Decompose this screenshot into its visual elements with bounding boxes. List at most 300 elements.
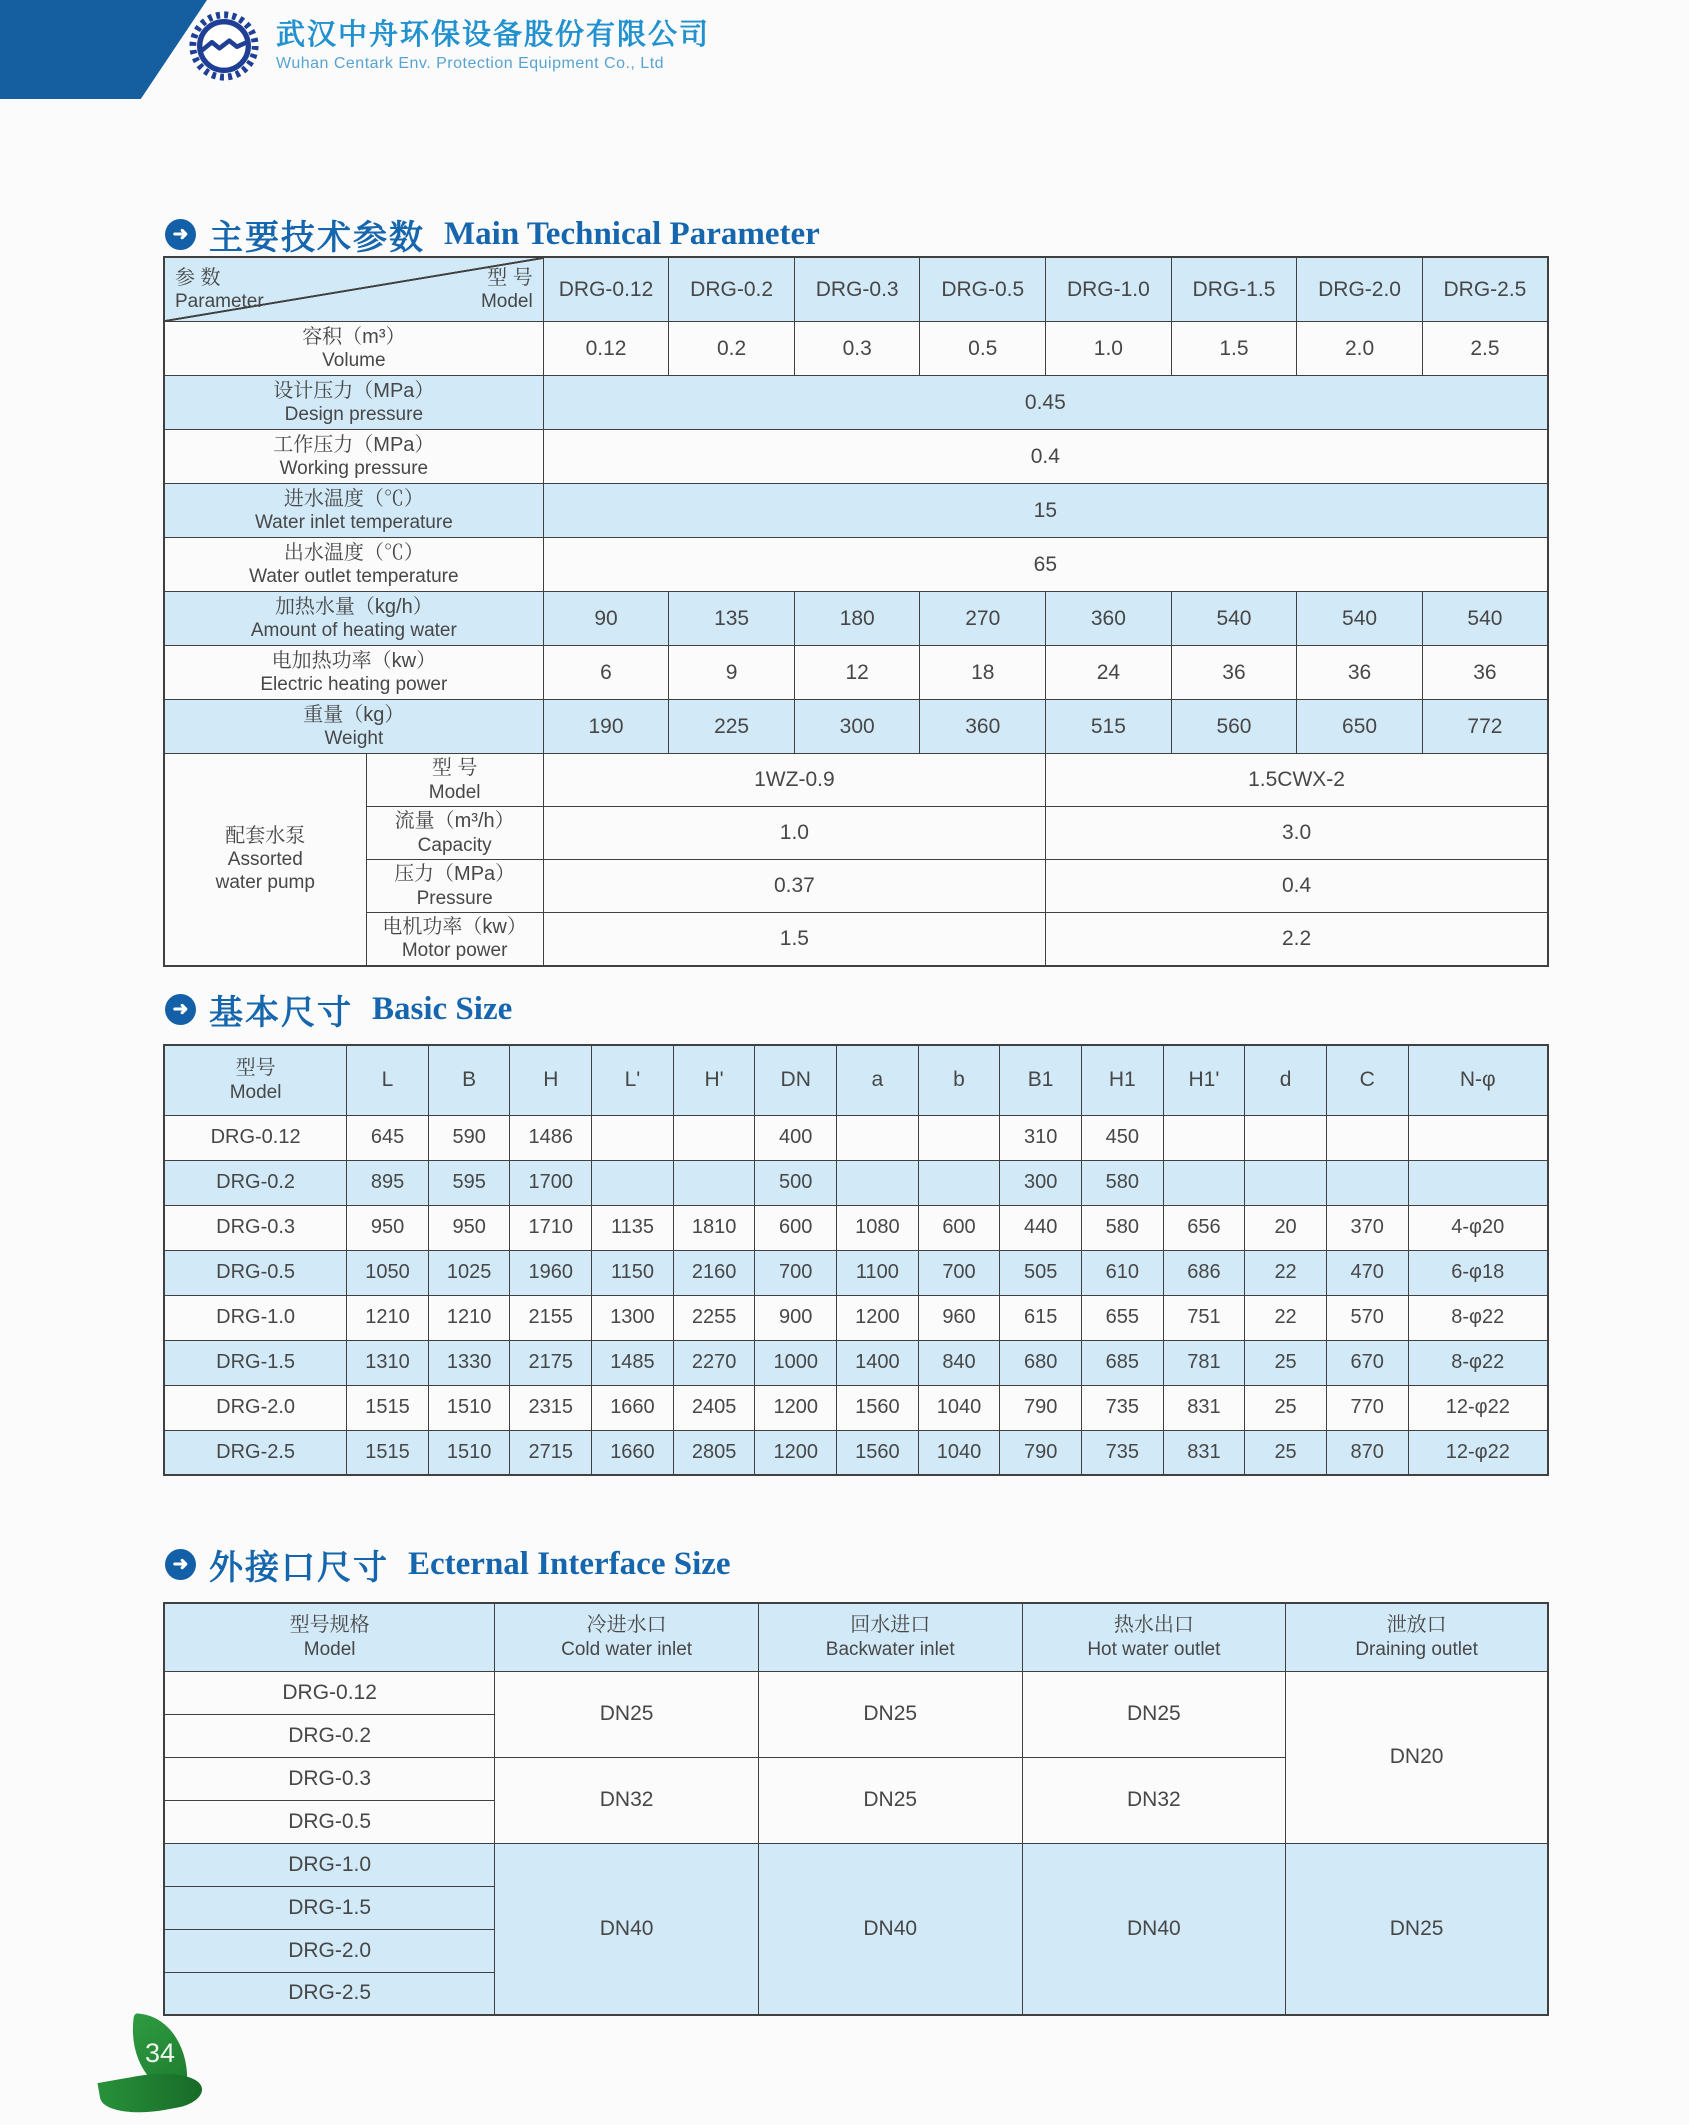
table-cell: 1200	[837, 1295, 919, 1340]
table-cell: 960	[918, 1295, 1000, 1340]
row-label	[366, 913, 543, 966]
table-cell: 2155	[510, 1295, 592, 1340]
row-label-cn: 重量（kg）	[303, 703, 405, 726]
model-header-cell: DRG-2.0	[1297, 257, 1423, 322]
table-cell: 1310	[347, 1340, 429, 1385]
table-cell: 500	[755, 1160, 837, 1205]
table-cell: 831	[1163, 1430, 1245, 1475]
table-cell: 1200	[755, 1385, 837, 1430]
table-cell: 2270	[673, 1340, 755, 1385]
basic-header-cell: d	[1245, 1045, 1327, 1115]
model-cell: DRG-1.0	[164, 1843, 495, 1886]
value-cell: 36	[1171, 646, 1297, 700]
model-cell: DRG-0.2	[164, 1160, 347, 1205]
model-cell: DRG-2.0	[164, 1929, 495, 1972]
table-cell: 670	[1326, 1340, 1408, 1385]
table-cell: 20	[1245, 1205, 1327, 1250]
arrow-bullet-icon: ➜	[165, 994, 196, 1025]
interface-header-cn: 冷进水口	[586, 1614, 667, 1637]
tech-header-row	[164, 257, 1548, 322]
table-row	[164, 1340, 1548, 1385]
table-cell: 2255	[673, 1295, 755, 1340]
table-cell	[837, 1160, 919, 1205]
table-cell: 900	[755, 1295, 837, 1340]
value-cell: 225	[669, 700, 795, 754]
table-cell: 1210	[347, 1295, 429, 1340]
table-cell: 781	[1163, 1340, 1245, 1385]
table-cell: 1660	[592, 1385, 674, 1430]
corner-model-en: Model	[480, 291, 533, 313]
table-cell: 450	[1081, 1115, 1163, 1160]
weight-row	[164, 700, 1548, 754]
hot-outlet-cell: DN32	[1022, 1757, 1286, 1843]
value-cell: 0.2	[669, 322, 795, 376]
row-label-en: Water inlet temperature	[254, 512, 453, 534]
value-cell: 36	[1297, 646, 1423, 700]
value-cell: 515	[1046, 700, 1172, 754]
value-cell: 650	[1297, 700, 1423, 754]
draining-outlet-cell: DN20	[1286, 1671, 1548, 1843]
value-cell: 360	[1046, 592, 1172, 646]
model-cell: DRG-0.12	[164, 1671, 495, 1714]
table-cell: 735	[1081, 1430, 1163, 1475]
merged-value-cell: 65	[543, 538, 1548, 592]
pump-right-value: 0.4	[1046, 860, 1548, 913]
interface-header-cell	[164, 1603, 495, 1671]
basic-header-cell: H	[510, 1045, 592, 1115]
basic-header-cell: DN	[755, 1045, 837, 1115]
basic-header-cell: C	[1326, 1045, 1408, 1115]
corner-param-en: Parameter	[175, 291, 264, 313]
basic-header-cell: N-φ	[1408, 1045, 1548, 1115]
row-label-en: Capacity	[417, 834, 492, 856]
corner-cell	[164, 257, 543, 322]
row-label-en: Weight	[324, 728, 384, 750]
table-cell	[918, 1160, 1000, 1205]
row-label	[164, 484, 543, 538]
section-title-en: Ecternal Interface Size	[408, 1546, 731, 1582]
row-label-en: Design pressure	[284, 404, 424, 426]
inlet-temp-row	[164, 484, 1548, 538]
table-cell	[1163, 1160, 1245, 1205]
row-label-en: Working pressure	[279, 458, 429, 480]
table-cell: 870	[1326, 1430, 1408, 1475]
value-cell: 9	[669, 646, 795, 700]
table-cell: 895	[347, 1160, 429, 1205]
value-cell: 540	[1297, 592, 1423, 646]
basic-header-cell: H1'	[1163, 1045, 1245, 1115]
pump-left-value: 1.0	[543, 807, 1045, 860]
basic-header-row	[164, 1045, 1548, 1115]
basic-header-cell: H1	[1081, 1045, 1163, 1115]
row-label	[366, 860, 543, 913]
table-cell: 685	[1081, 1340, 1163, 1385]
table-cell: 8-φ22	[1408, 1295, 1548, 1340]
value-cell: 24	[1046, 646, 1172, 700]
table-cell	[1245, 1160, 1327, 1205]
model-cell: DRG-0.2	[164, 1714, 495, 1757]
row-label-cn: 压力（MPa）	[394, 863, 516, 886]
pump-pressure-row	[164, 860, 1548, 913]
basic-header-cell: a	[837, 1045, 919, 1115]
table-cell: 25	[1245, 1430, 1327, 1475]
row-label-cn: 加热水量（kg/h）	[274, 595, 433, 618]
row-label-cn: 出水温度（℃）	[283, 541, 424, 564]
table-cell: 4-φ20	[1408, 1205, 1548, 1250]
value-cell: 2.0	[1297, 322, 1423, 376]
page-number: 34	[144, 2038, 176, 2068]
row-label-en: Pressure	[416, 887, 493, 909]
table-cell: 1040	[918, 1385, 1000, 1430]
basic-table-wrap	[163, 1044, 1549, 1476]
model-cell: DRG-1.5	[164, 1886, 495, 1929]
volume-row	[164, 322, 1548, 376]
value-cell: 0.5	[920, 322, 1046, 376]
table-cell: 770	[1326, 1385, 1408, 1430]
design-pressure-row	[164, 376, 1548, 430]
table-cell: 1040	[918, 1430, 1000, 1475]
table-cell: 1050	[347, 1250, 429, 1295]
outlet-temp-row	[164, 538, 1548, 592]
value-cell: 0.3	[794, 322, 920, 376]
pump-left-value: 0.37	[543, 860, 1045, 913]
hot-outlet-cell: DN25	[1022, 1671, 1286, 1757]
row-label-cn: 设计压力（MPa）	[273, 379, 435, 402]
company-name-cn: 武汉中舟环保设备股份有限公司	[276, 18, 711, 51]
pump-left-value: 1.5	[543, 913, 1045, 966]
table-row	[164, 1250, 1548, 1295]
table-cell: 1330	[428, 1340, 510, 1385]
table-cell: 8-φ22	[1408, 1340, 1548, 1385]
basic-table-body	[164, 1115, 1548, 1475]
table-cell: 12-φ22	[1408, 1430, 1548, 1475]
row-label	[164, 430, 543, 484]
basic-header-model-en: Model	[229, 1081, 282, 1103]
section-title-tech	[165, 210, 820, 259]
corner-param-cn: 参 数	[175, 266, 221, 289]
pump-motor-row	[164, 913, 1548, 966]
table-cell: 2315	[510, 1385, 592, 1430]
table-row	[164, 1115, 1548, 1160]
page-number-leaf	[98, 2016, 228, 2121]
value-cell: 360	[920, 700, 1046, 754]
table-cell: 1100	[837, 1250, 919, 1295]
table-cell: 470	[1326, 1250, 1408, 1295]
row-label-cn: 进水温度（℃）	[283, 487, 424, 510]
pump-right-value: 1.5CWX-2	[1046, 754, 1548, 807]
table-cell: 1150	[592, 1250, 674, 1295]
value-cell: 540	[1171, 592, 1297, 646]
table-cell: 1810	[673, 1205, 755, 1250]
row-label	[164, 322, 543, 376]
table-cell: 310	[1000, 1115, 1082, 1160]
table-cell: 505	[1000, 1250, 1082, 1295]
table-cell	[673, 1115, 755, 1160]
brand-block	[186, 8, 710, 84]
pump-group-en2: water pump	[215, 872, 315, 894]
table-cell: 840	[918, 1340, 1000, 1385]
basic-header-cell: L'	[592, 1045, 674, 1115]
table-cell: 1000	[755, 1340, 837, 1385]
table-cell: 1960	[510, 1250, 592, 1295]
row-label-cn: 容积（m³）	[302, 325, 406, 348]
section-title-interface	[165, 1540, 731, 1589]
table-cell: 610	[1081, 1250, 1163, 1295]
leaf-under-icon	[97, 2065, 204, 2120]
row-label-en: Electric heating power	[260, 674, 448, 696]
table-cell: 1485	[592, 1340, 674, 1385]
table-cell: 22	[1245, 1295, 1327, 1340]
interface-table	[163, 1602, 1549, 2016]
interface-header-en: Backwater inlet	[825, 1638, 955, 1660]
table-cell: 2175	[510, 1340, 592, 1385]
row-label-cn: 型 号	[431, 757, 478, 780]
table-cell: 12-φ22	[1408, 1385, 1548, 1430]
table-cell	[592, 1160, 674, 1205]
value-cell: 0.12	[543, 322, 669, 376]
table-cell: 1510	[428, 1385, 510, 1430]
table-cell: 580	[1081, 1160, 1163, 1205]
table-cell: 1135	[592, 1205, 674, 1250]
section-title-cn: 主要技术参数	[209, 219, 425, 257]
table-cell: 2405	[673, 1385, 755, 1430]
table-cell: 1080	[837, 1205, 919, 1250]
model-header-cell: DRG-0.12	[543, 257, 669, 322]
table-cell: 1210	[428, 1295, 510, 1340]
pump-left-value: 1WZ-0.9	[543, 754, 1045, 807]
table-cell: 656	[1163, 1205, 1245, 1250]
table-cell: 1510	[428, 1430, 510, 1475]
working-pressure-row	[164, 430, 1548, 484]
interface-header-row	[164, 1603, 1548, 1671]
value-cell: 36	[1422, 646, 1548, 700]
table-cell: 25	[1245, 1340, 1327, 1385]
gear-wave-logo-icon	[186, 8, 262, 84]
value-cell: 190	[543, 700, 669, 754]
table-cell: 950	[428, 1205, 510, 1250]
interface-header-cn: 泄放口	[1386, 1614, 1447, 1637]
row-label-en: Amount of heating water	[250, 620, 457, 642]
table-cell: 700	[918, 1250, 1000, 1295]
table-cell	[1408, 1115, 1548, 1160]
interface-header-en: Cold water inlet	[561, 1638, 693, 1660]
pump-group-label	[164, 754, 366, 966]
row-label-cn: 电机功率（kw）	[382, 915, 527, 938]
model-cell: DRG-0.3	[164, 1757, 495, 1800]
hot-outlet-cell: DN40	[1022, 1843, 1286, 2015]
table-cell: 22	[1245, 1250, 1327, 1295]
value-cell: 180	[794, 592, 920, 646]
table-cell	[592, 1115, 674, 1160]
table-cell: 735	[1081, 1385, 1163, 1430]
table-cell: 686	[1163, 1250, 1245, 1295]
model-header-cell: DRG-0.5	[920, 257, 1046, 322]
table-cell: 600	[755, 1205, 837, 1250]
table-row	[164, 1430, 1548, 1475]
row-label-en: Motor power	[401, 940, 508, 962]
interface-header-cn: 回水进口	[850, 1614, 931, 1637]
row-label	[164, 538, 543, 592]
merged-value-cell: 15	[543, 484, 1548, 538]
table-cell: 1300	[592, 1295, 674, 1340]
table-cell	[837, 1115, 919, 1160]
interface-header-cell	[1022, 1603, 1286, 1671]
model-cell: DRG-1.0	[164, 1295, 347, 1340]
tech-table-wrap	[163, 256, 1549, 967]
table-cell: 645	[347, 1115, 429, 1160]
interface-header-cell	[1286, 1603, 1548, 1671]
table-cell: 1486	[510, 1115, 592, 1160]
backwater-inlet-cell: DN25	[758, 1757, 1022, 1843]
corner-banner-shape	[0, 0, 207, 99]
table-cell	[673, 1160, 755, 1205]
table-cell: 400	[755, 1115, 837, 1160]
arrow-bullet-icon: ➜	[165, 1549, 196, 1580]
table-cell: 600	[918, 1205, 1000, 1250]
table-row	[164, 1205, 1548, 1250]
table-row	[164, 1295, 1548, 1340]
table-cell: 440	[1000, 1205, 1082, 1250]
cold-inlet-cell: DN40	[495, 1843, 759, 2015]
table-cell: 300	[1000, 1160, 1082, 1205]
model-header-cell: DRG-1.0	[1046, 257, 1172, 322]
basic-header-model	[164, 1045, 347, 1115]
section-title-basic	[165, 985, 512, 1034]
table-cell	[918, 1115, 1000, 1160]
table-cell: 370	[1326, 1205, 1408, 1250]
interface-table-wrap	[163, 1602, 1549, 2016]
pump-group-cn: 配套水泵	[225, 824, 306, 847]
row-label-en: Water outlet temperature	[249, 566, 459, 588]
table-cell: 1400	[837, 1340, 919, 1385]
table-cell: 25	[1245, 1385, 1327, 1430]
row-label-en: Volume	[322, 350, 386, 372]
table-row	[164, 1671, 1548, 1714]
pump-group-en1: Assorted	[227, 849, 303, 871]
basic-header-model-cn: 型号	[235, 1057, 276, 1080]
pump-model-row	[164, 754, 1548, 807]
table-cell: 615	[1000, 1295, 1082, 1340]
table-cell: 1025	[428, 1250, 510, 1295]
interface-header-cell	[495, 1603, 759, 1671]
value-cell: 12	[794, 646, 920, 700]
table-cell: 1560	[837, 1430, 919, 1475]
value-cell: 270	[920, 592, 1046, 646]
table-cell: 1515	[347, 1385, 429, 1430]
table-cell: 1660	[592, 1430, 674, 1475]
tech-table	[163, 256, 1549, 967]
table-cell: 790	[1000, 1430, 1082, 1475]
table-cell: 950	[347, 1205, 429, 1250]
model-cell: DRG-0.12	[164, 1115, 347, 1160]
pump-capacity-row	[164, 807, 1548, 860]
model-cell: DRG-2.0	[164, 1385, 347, 1430]
value-cell: 18	[920, 646, 1046, 700]
interface-header-cn: 型号规格	[289, 1614, 370, 1637]
interface-header-en: Hot water outlet	[1087, 1638, 1221, 1660]
interface-header-en: Draining outlet	[1355, 1638, 1478, 1660]
interface-header-cn: 热水出口	[1113, 1614, 1194, 1637]
table-row	[164, 1160, 1548, 1205]
merged-value-cell: 0.45	[543, 376, 1548, 430]
model-cell: DRG-1.5	[164, 1340, 347, 1385]
pump-right-value: 3.0	[1046, 807, 1548, 860]
row-label	[164, 592, 543, 646]
table-row	[164, 1385, 1548, 1430]
row-label	[164, 646, 543, 700]
value-cell: 90	[543, 592, 669, 646]
value-cell: 6	[543, 646, 669, 700]
interface-header-en: Model	[303, 1638, 356, 1660]
table-row	[164, 1843, 1548, 1886]
cold-inlet-cell: DN32	[495, 1757, 759, 1843]
model-header-cell: DRG-0.2	[669, 257, 795, 322]
table-cell: 595	[428, 1160, 510, 1205]
section-title-en: Main Technical Parameter	[444, 216, 820, 252]
company-name-en: Wuhan Centark Env. Protection Equipment Co., Ltd	[276, 55, 665, 73]
backwater-inlet-cell: DN40	[758, 1843, 1022, 2015]
table-cell: 570	[1326, 1295, 1408, 1340]
corner-diagonal	[165, 258, 543, 321]
model-cell: DRG-0.5	[164, 1800, 495, 1843]
table-cell	[1408, 1160, 1548, 1205]
basic-header-cell: B	[428, 1045, 510, 1115]
value-cell: 1.0	[1046, 322, 1172, 376]
value-cell: 2.5	[1422, 322, 1548, 376]
model-header-cell: DRG-2.5	[1422, 257, 1548, 322]
table-cell	[1163, 1115, 1245, 1160]
value-cell: 1.5	[1171, 322, 1297, 376]
table-cell: 1560	[837, 1385, 919, 1430]
value-cell: 135	[669, 592, 795, 646]
table-cell	[1245, 1115, 1327, 1160]
model-header-cell: DRG-1.5	[1171, 257, 1297, 322]
table-cell: 700	[755, 1250, 837, 1295]
section-title-cn: 外接口尺寸	[209, 1549, 389, 1587]
basic-header-cell: b	[918, 1045, 1000, 1115]
value-cell: 560	[1171, 700, 1297, 754]
value-cell: 540	[1422, 592, 1548, 646]
table-cell: 2805	[673, 1430, 755, 1475]
model-cell: DRG-0.5	[164, 1250, 347, 1295]
table-cell: 1700	[510, 1160, 592, 1205]
heating-water-row	[164, 592, 1548, 646]
row-label-cn: 流量（m³/h）	[394, 810, 515, 833]
heating-power-row	[164, 646, 1548, 700]
table-cell: 1200	[755, 1430, 837, 1475]
row-label-en: Model	[428, 781, 481, 803]
table-cell: 680	[1000, 1340, 1082, 1385]
pump-right-value: 2.2	[1046, 913, 1548, 966]
table-cell: 831	[1163, 1385, 1245, 1430]
basic-header-cell: B1	[1000, 1045, 1082, 1115]
basic-header-cell: L	[347, 1045, 429, 1115]
basic-header-cell: H'	[673, 1045, 755, 1115]
backwater-inlet-cell: DN25	[758, 1671, 1022, 1757]
row-label	[366, 754, 543, 807]
table-cell	[1326, 1160, 1408, 1205]
draining-outlet-cell: DN25	[1286, 1843, 1548, 2015]
row-label	[164, 376, 543, 430]
section-title-en: Basic Size	[372, 991, 513, 1027]
row-label-cn: 工作压力（MPa）	[273, 433, 435, 456]
table-cell: 580	[1081, 1205, 1163, 1250]
interface-header-cell	[758, 1603, 1022, 1671]
table-cell: 1710	[510, 1205, 592, 1250]
table-cell: 2160	[673, 1250, 755, 1295]
row-label	[164, 700, 543, 754]
section-title-cn: 基本尺寸	[209, 994, 353, 1032]
